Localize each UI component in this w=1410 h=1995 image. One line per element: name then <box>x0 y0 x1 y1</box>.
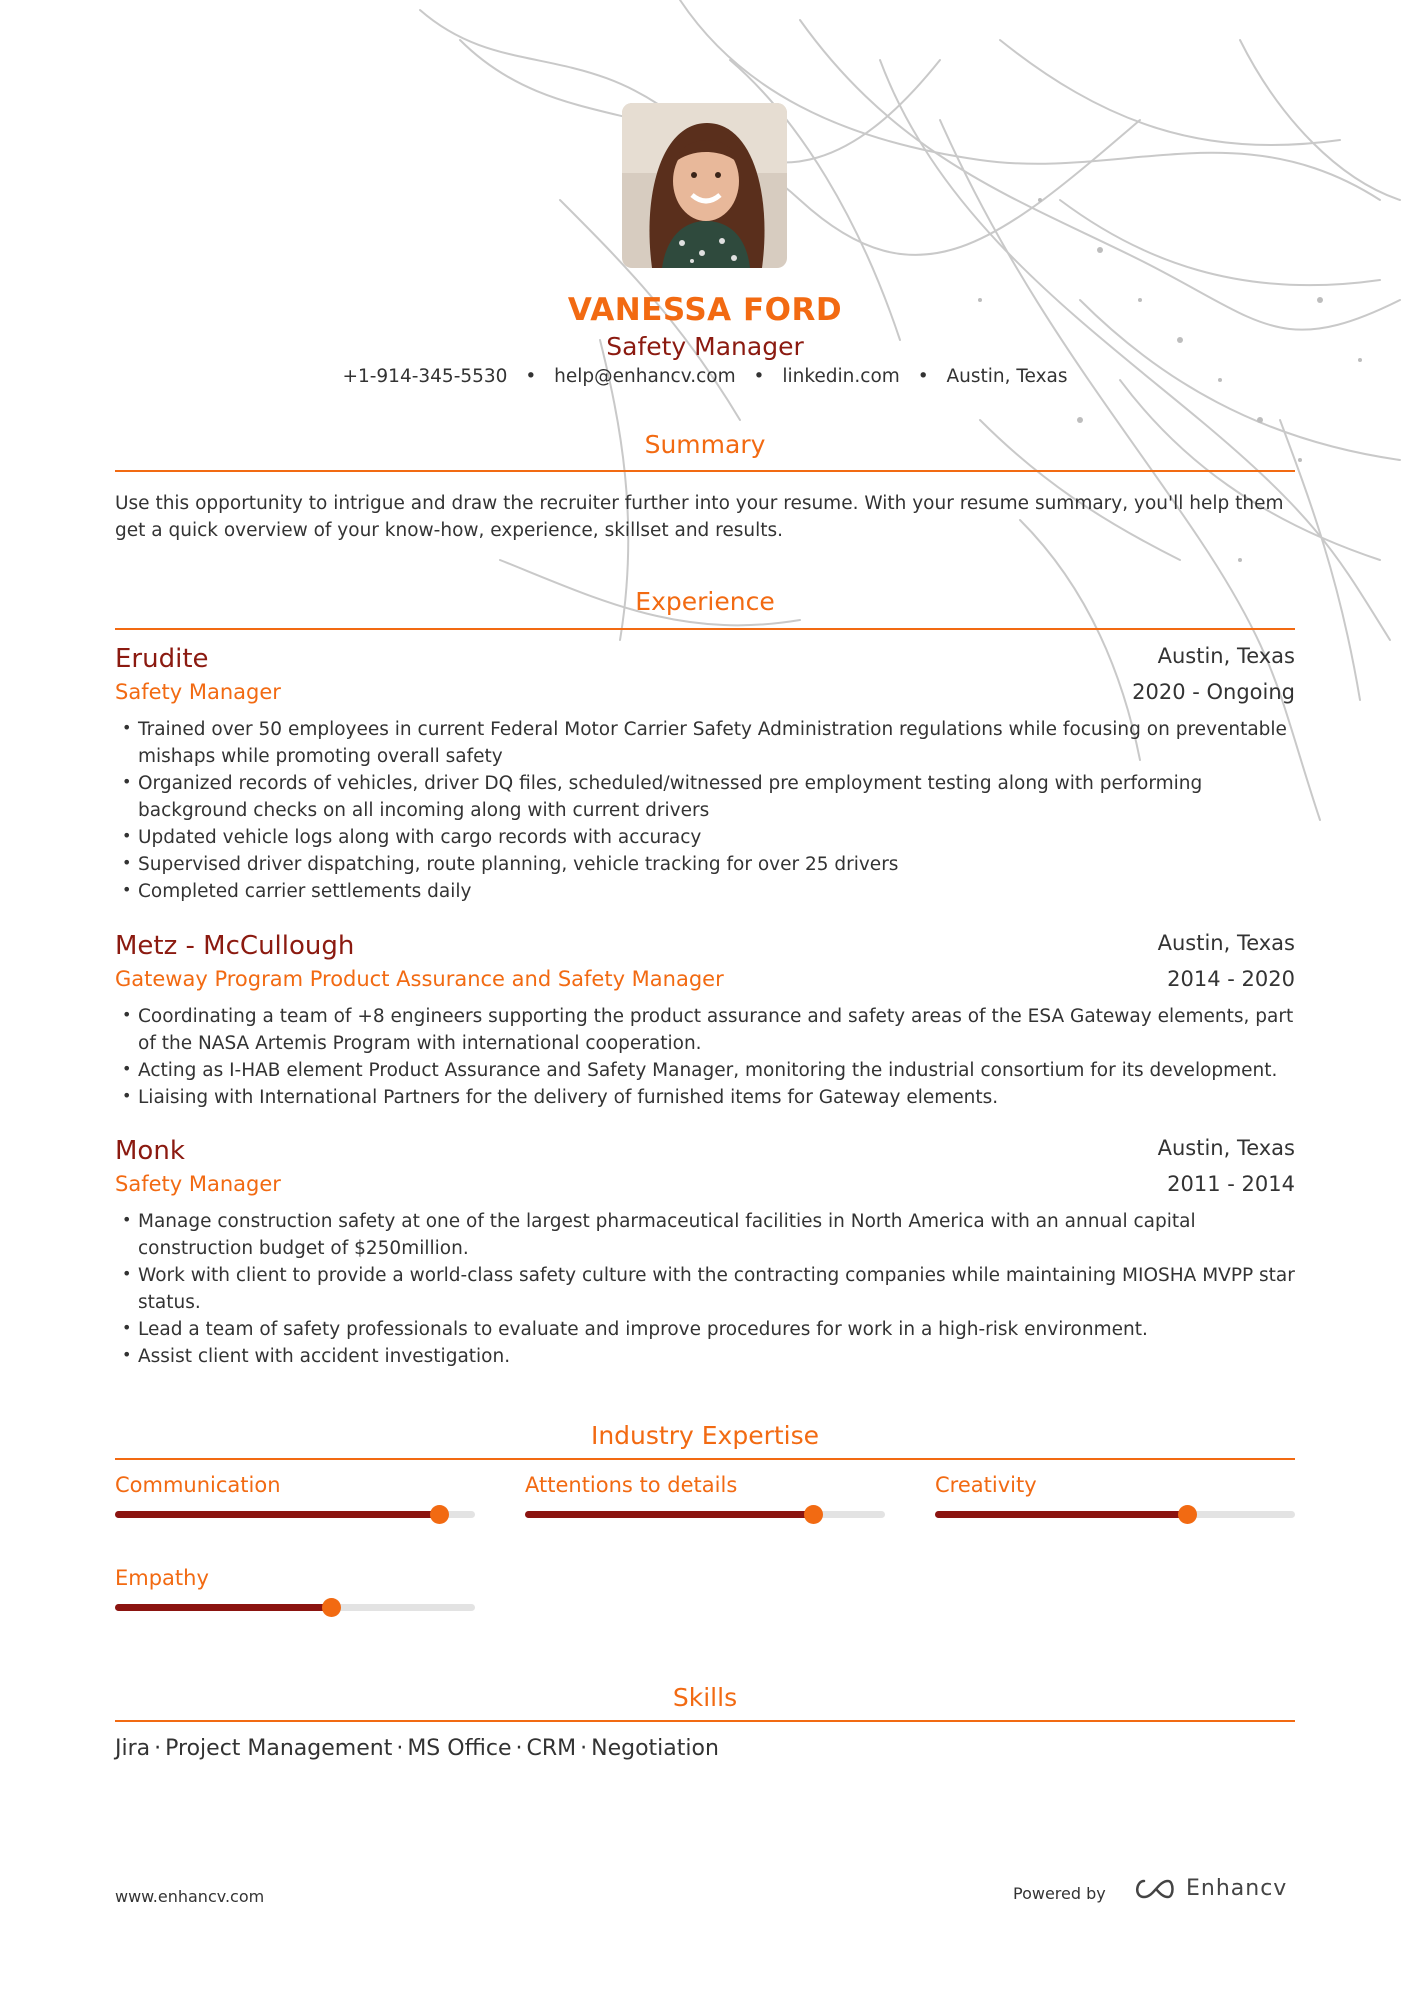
location: Austin, Texas <box>946 366 1068 387</box>
separator: • <box>525 366 537 387</box>
job-role: Gateway Program Product Assurance and Safety Manager <box>115 967 724 991</box>
section-divider <box>115 470 1295 472</box>
expertise-bar-knob <box>430 1505 449 1524</box>
job-location: Austin, Texas <box>1157 644 1295 668</box>
company-name: Monk <box>115 1136 185 1166</box>
skill-tag: CRM <box>526 1736 577 1761</box>
skill-tag: Jira <box>115 1736 151 1761</box>
list-item: • Coordinating a team of +8 engineers supporting the product assurance and safety areas of the ESA Gateway elements, part of the NASA Artemis Program with international cooperation. <box>122 1003 1297 1057</box>
list-item: • Supervised driver dispatching, route planning, vehicle tracking for over 25 drivers <box>122 851 1297 878</box>
list-item: • Organized records of vehicles, driver DQ files, scheduled/witnessed pre employment testing along with performing background checks on all incoming along with current drivers <box>122 770 1297 824</box>
list-item: • Acting as I-HAB element Product Assurance and Safety Manager, monitoring the industrial consortium for its development. <box>122 1057 1297 1084</box>
expertise-bar <box>115 1604 475 1611</box>
company-name: Erudite <box>115 644 209 674</box>
expertise-bar-knob <box>804 1505 823 1524</box>
summary-text: Use this opportunity to intrigue and draw the recruiter further into your resume. With your resume summary, you'll help them get a quick overview of your know-how, experience, skillset and results. <box>115 493 1284 541</box>
expertise-bar <box>525 1511 885 1518</box>
list-item: • Assist client with accident investigation. <box>122 1343 1297 1370</box>
profile-photo <box>622 103 787 268</box>
expertise-bar-knob <box>322 1598 341 1617</box>
job-location: Austin, Texas <box>1157 1136 1295 1160</box>
section-heading-experience: Experience <box>635 587 775 616</box>
expertise-bar <box>115 1511 475 1518</box>
enhancv-logo-icon <box>1130 1877 1176 1901</box>
candidate-title: Safety Manager <box>606 332 804 361</box>
expertise-item <box>525 1473 885 1497</box>
separator: • <box>917 366 929 387</box>
list-item: • Trained over 50 employees in current Federal Motor Carrier Safety Administration regulations while focusing on preventable mishaps while promoting overall safety <box>122 716 1297 770</box>
list-item: • Updated vehicle logs along with cargo records with accuracy <box>122 824 1297 851</box>
expertise-name: Empathy <box>115 1566 209 1590</box>
skills-list: Jira · Project Management · MS Office · CRM · Negotiation <box>115 1736 719 1761</box>
list-item: • Work with client to provide a world-class safety culture with the contracting companies while maintaining MIOSHA MVPP star status. <box>122 1262 1297 1316</box>
expertise-bar-fill <box>115 1511 439 1518</box>
expertise-item <box>115 1566 475 1590</box>
section-heading-summary: Summary <box>644 430 766 459</box>
expertise-bar <box>935 1511 1295 1518</box>
section-divider <box>115 1458 1295 1460</box>
job-dates: 2011 - 2014 <box>1167 1172 1295 1196</box>
job-bullets <box>122 716 1297 905</box>
job-role: Safety Manager <box>115 1172 281 1196</box>
section-divider <box>115 1720 1295 1722</box>
expertise-name: Communication <box>115 1473 281 1497</box>
expertise-bar-fill <box>935 1511 1187 1518</box>
section-divider <box>115 628 1295 630</box>
list-item: • Lead a team of safety professionals to evaluate and improve procedures for work in a high-risk environment. <box>122 1316 1297 1343</box>
expertise-name: Attentions to details <box>525 1473 738 1497</box>
job-bullets <box>122 1208 1297 1370</box>
email[interactable]: help@enhancv.com <box>554 366 736 387</box>
candidate-name: VANESSA FORD <box>567 292 843 328</box>
job-dates: 2020 - Ongoing <box>1132 680 1295 704</box>
linkedin-link[interactable]: linkedin.com <box>782 366 900 387</box>
company-name: Metz - McCullough <box>115 931 355 961</box>
section-heading-skills: Skills <box>672 1683 738 1712</box>
footer-url[interactable]: www.enhancv.com <box>115 1887 265 1906</box>
job-location: Austin, Texas <box>1157 931 1295 955</box>
skill-tag: MS Office <box>407 1736 512 1761</box>
enhancv-logo[interactable] <box>1130 1876 1287 1901</box>
expertise-bar-knob <box>1178 1505 1197 1524</box>
powered-by-label: Powered by <box>1013 1884 1106 1903</box>
separator: • <box>753 366 765 387</box>
expertise-bar-fill <box>115 1604 331 1611</box>
list-item: • Completed carrier settlements daily <box>122 878 1297 905</box>
expertise-item <box>935 1473 1295 1497</box>
phone[interactable]: +1-914-345-5530 <box>342 366 508 387</box>
expertise-bar-fill <box>525 1511 813 1518</box>
job-dates: 2014 - 2020 <box>1167 967 1295 991</box>
list-item: • Liaising with International Partners for the delivery of furnished items for Gateway elements. <box>122 1084 1297 1111</box>
job-bullets <box>122 1003 1297 1111</box>
skill-tag: Negotiation <box>591 1736 719 1761</box>
expertise-name: Creativity <box>935 1473 1037 1497</box>
list-item: • Manage construction safety at one of the largest pharmaceutical facilities in North America with an annual capital construction budget of $250million. <box>122 1208 1297 1262</box>
expertise-item <box>115 1473 475 1497</box>
job-role: Safety Manager <box>115 680 281 704</box>
contact-info <box>115 366 1295 387</box>
brand-name: Enhancv <box>1186 1876 1288 1901</box>
skill-tag: Project Management <box>165 1736 393 1761</box>
section-heading-expertise: Industry Expertise <box>590 1421 820 1450</box>
